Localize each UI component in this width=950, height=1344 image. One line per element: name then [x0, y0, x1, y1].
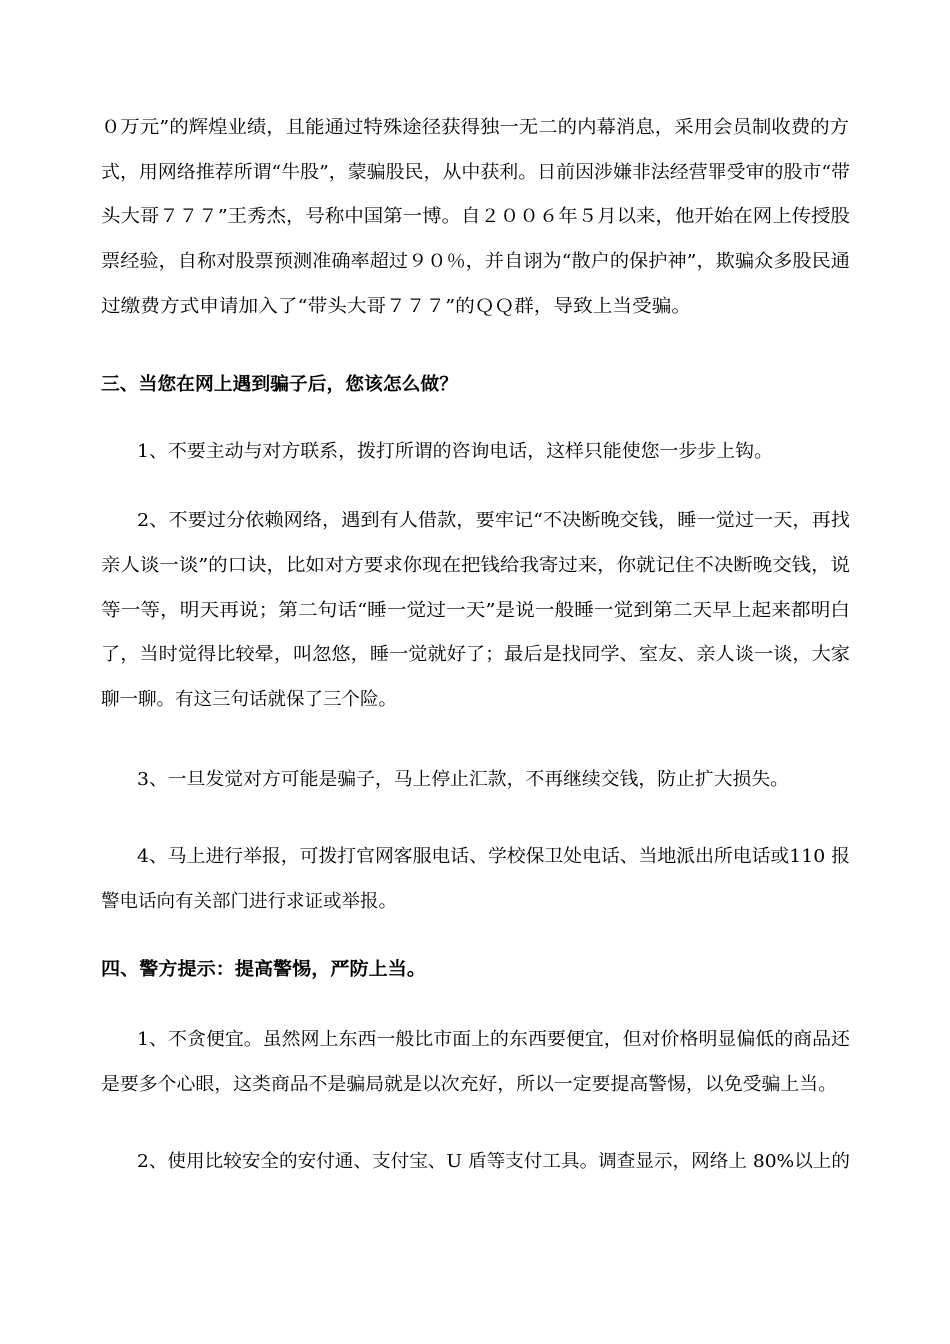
- paragraph-line: [0, 202, 950, 232]
- list-item-text: 1、不要主动与对方联系，拨打所谓的咨询电话，这样只能使您一步步上钩。: [137, 441, 773, 462]
- section-heading: [0, 370, 950, 400]
- list-item-line: [0, 437, 950, 467]
- paragraph-text: 票经验，自称对股票预测准确率超过９０％，并自诩为“散户的保护神”，欺骗众多股民通: [101, 251, 850, 272]
- list-item-text: 警电话向有关部门进行求证或举报。: [101, 891, 397, 912]
- paragraph-line: [0, 247, 950, 277]
- list-item-line: [0, 887, 950, 917]
- paragraph-line: [0, 292, 950, 322]
- list-item-line: [0, 1025, 950, 1055]
- list-item-text: 4、马上进行举报，可拨打官网客服电话、学校保卫处电话、当地派出所电话或110 报: [137, 846, 850, 867]
- list-item-line: [0, 685, 950, 715]
- list-item-text: 了，当时觉得比较晕，叫忽悠，睡一觉就好了；最后是找同学、室友、亲人谈一谈，大家: [101, 644, 850, 665]
- paragraph-text: 过缴费方式申请加入了“带头大哥７７７”的ＱＱ群，导致上当受骗。: [101, 296, 691, 317]
- section-four-heading: 四、警方提示：提高警惕，严防上当。: [101, 959, 426, 980]
- list-item-text: 聊一聊。有这三句话就保了三个险。: [101, 689, 397, 710]
- paragraph-text: 式，用网络推荐所谓“牛股”，蒙骗股民，从中获利。日前因涉嫌非法经营罪受审的股市“带: [101, 162, 850, 183]
- section-heading: [0, 955, 950, 985]
- paragraph-text: ０万元”的辉煌业绩，且能通过特殊途径获得独一无二的内幕消息，采用会员制收费的方: [101, 117, 849, 138]
- list-item-text: 2、使用比较安全的安付通、支付宝、U 盾等支付工具。调查显示，网络上 80%以上的: [137, 1151, 850, 1172]
- paragraph-line: [0, 113, 950, 143]
- paragraph-text: 头大哥７７７”王秀杰，号称中国第一博。自２００６年５月以来，他开始在网上传授股: [101, 206, 851, 227]
- list-item-line: [0, 1070, 950, 1100]
- list-item-text: 1、不贪便宜。虽然网上东西一般比市面上的东西要便宜，但对价格明显偏低的商品还: [137, 1029, 851, 1050]
- section-three-heading: 三、当您在网上遇到骗子后，您该怎么做？: [101, 374, 458, 395]
- paragraph-line: [0, 158, 950, 188]
- list-item-text: 3、一旦发觉对方可能是骗子，马上停止汇款，不再继续交钱，防止扩大损失。: [137, 769, 789, 790]
- list-item-text: 是要多个心眼，这类商品不是骗局就是以次充好，所以一定要提高警惕，以免受骗上当。: [101, 1074, 837, 1095]
- list-item-text: 亲人谈一谈”的口诀，比如对方要求你现在把钱给我寄过来，你就记住不决断晚交钱，说: [101, 555, 851, 576]
- list-item-line: [0, 506, 950, 536]
- list-item-line: [0, 842, 950, 872]
- list-item-text: 2、不要过分依赖网络，遇到有人借款，要牢记“不决断晚交钱，睡一觉过一天，再找: [137, 510, 850, 531]
- list-item-line: [0, 765, 950, 795]
- list-item-line: [0, 551, 950, 581]
- list-item-line: [0, 1147, 950, 1177]
- list-item-line: [0, 640, 950, 670]
- list-item-line: [0, 596, 950, 626]
- list-item-text: 等一等，明天再说；第二句话“睡一觉过一天”是说一般睡一觉到第二天早上起来都明白: [101, 600, 851, 621]
